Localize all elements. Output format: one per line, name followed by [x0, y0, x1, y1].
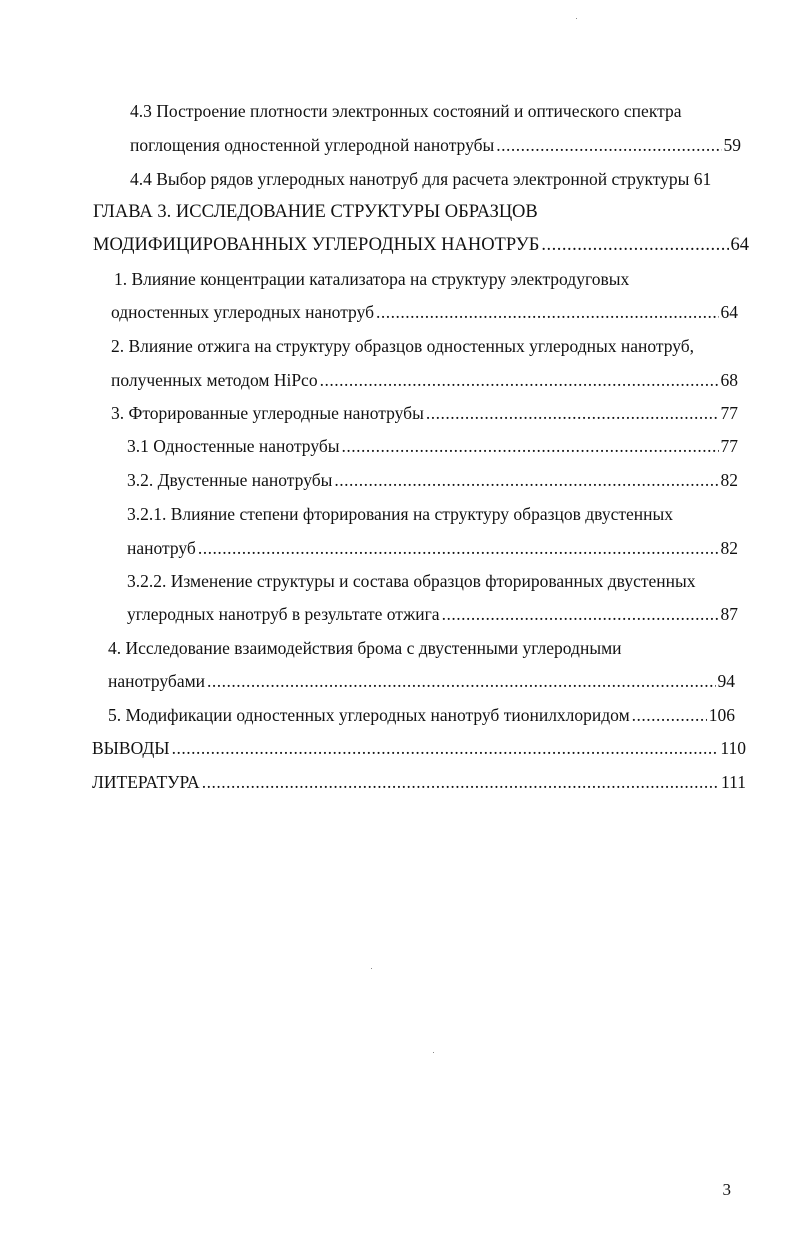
- page-ref: 82: [720, 538, 738, 558]
- toc-entry-2-line2: полученных методом HiPco: [111, 370, 318, 390]
- toc-entry-3-2-text: 3.2. Двустенные нанотрубы: [127, 470, 333, 490]
- toc-entry-3-2: [127, 469, 738, 491]
- page-ref: 77: [720, 436, 738, 456]
- leader-dots: [426, 402, 719, 424]
- page-ref: 59: [723, 135, 741, 155]
- chapter-3-line1: ГЛАВА 3. ИССЛЕДОВАНИЕ СТРУКТУРЫ ОБРАЗЦОВ: [93, 202, 538, 222]
- leader-dots: [442, 603, 719, 625]
- toc-entry-literature: [92, 771, 746, 793]
- page-ref: 68: [720, 370, 738, 390]
- toc-entry-3-2-1-line1: 3.2.1. Влияние степени фторирования на структуру образцов двустенных: [127, 504, 674, 524]
- leader-dots: [320, 369, 719, 391]
- toc-entry-4-line2: нанотрубами: [108, 671, 206, 691]
- toc-entry-3-text: 3. Фторированные углеродные нанотрубы: [111, 403, 424, 423]
- toc-entry-1-line2: одностенных углеродных нанотруб: [111, 302, 375, 322]
- toc-entry-2: [111, 369, 738, 391]
- toc-entry-3-1: [127, 435, 738, 457]
- page-ref: 94: [717, 671, 735, 691]
- leader-dots: [342, 435, 719, 457]
- leader-dots: [632, 704, 707, 726]
- page-ref: 64: [720, 302, 738, 322]
- leader-dots: [198, 537, 719, 559]
- toc-entry-4-line1: 4. Исследование взаимодействия брома с двустенными углеродными: [108, 638, 622, 658]
- toc-entry-3-2-2-line2: углеродных нанотруб в результате отжига: [127, 604, 440, 624]
- page-ref: 61: [693, 169, 712, 189]
- toc-entry-1: [111, 301, 738, 323]
- toc-entry-4-4: [130, 168, 711, 190]
- toc-entry-1-line1: 1. Влияние концентрации катализатора на структуру электродуговых: [114, 269, 630, 289]
- toc-entry-3-2-1: [127, 537, 738, 559]
- page-ref: 77: [720, 403, 738, 423]
- page-ref: 111: [721, 772, 746, 792]
- leader-dots: [172, 737, 719, 759]
- toc-entry-3-2-1-line2: нанотруб: [127, 538, 196, 558]
- page-ref: 106: [708, 705, 735, 725]
- leader-dots: [376, 301, 718, 323]
- page-ref: 110: [720, 738, 746, 758]
- toc-entry-3-2-2-line1: 3.2.2. Изменение структуры и состава образцов фторированных двустенных: [127, 571, 696, 591]
- toc-entry-literature-text: ЛИТЕРАТУРА: [92, 772, 200, 792]
- toc-entry-4: [108, 670, 735, 692]
- toc-entry-5: [108, 704, 735, 726]
- page-number: 3: [722, 1180, 731, 1199]
- toc-entry-3-1-text: 3.1 Одностенные нанотрубы: [127, 436, 340, 456]
- chapter-3: [93, 234, 749, 256]
- toc-entry-4-3: [130, 134, 741, 156]
- scan-speck: [576, 18, 577, 19]
- leader-dots: [541, 234, 728, 256]
- toc-entry-3-2-2: [127, 603, 738, 625]
- leader-dots: [334, 469, 718, 491]
- toc-entry-4-3-line2: поглощения одностенной углеродной нанотрубы: [130, 135, 495, 155]
- toc-entry-4-3-line1: 4.3 Построение плотности электронных состояний и оптического спектра: [130, 101, 682, 121]
- leader-dots: [496, 134, 721, 156]
- leader-dots: [207, 670, 715, 692]
- page-ref: 82: [720, 470, 738, 490]
- scan-speck: [371, 968, 372, 969]
- toc-entry-conclusions-text: ВЫВОДЫ: [92, 738, 170, 758]
- toc-entry-5-text: 5. Модификации одностенных углеродных нанотруб тионилхлоридом: [108, 705, 630, 725]
- page-ref: 87: [720, 604, 738, 624]
- scan-speck: [433, 1052, 434, 1053]
- leader-dots: [202, 771, 719, 793]
- toc-entry-conclusions: [92, 737, 746, 759]
- toc-entry-4-4-text: 4.4 Выбор рядов углеродных нанотруб для расчета электронной структуры: [130, 169, 690, 189]
- page-ref: 64: [730, 235, 749, 255]
- chapter-3-line2: МОДИФИЦИРОВАННЫХ УГЛЕРОДНЫХ НАНОТРУБ: [93, 235, 540, 255]
- toc-entry-3: [111, 402, 738, 424]
- toc-entry-2-line1: 2. Влияние отжига на структуру образцов одностенных углеродных нанотруб,: [111, 336, 695, 356]
